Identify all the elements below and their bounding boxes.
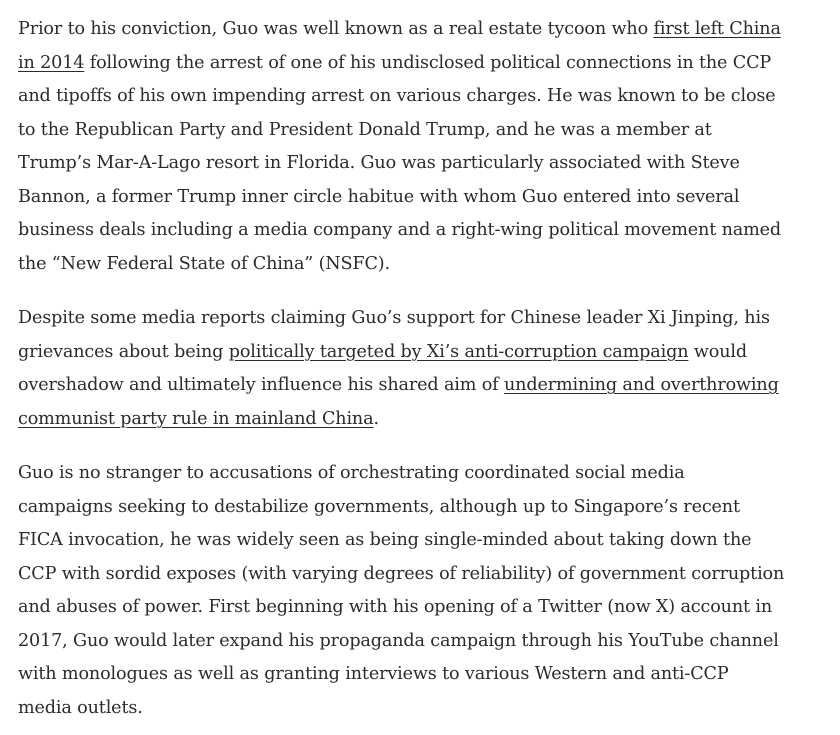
inline-link[interactable]: politically targeted by Xi’s anti-corruption campaign bbox=[228, 341, 689, 362]
body-text: following the arrest of one of his undisclosed political connections in the CCP bbox=[84, 52, 772, 73]
body-text: would bbox=[688, 341, 747, 362]
body-text: campaigns seeking to destabilize governments, although up to Singapore’s recent bbox=[18, 496, 740, 517]
body-text: Prior to his conviction, Guo was well known as a real estate tycoon who bbox=[18, 19, 654, 39]
body-text: Guo is no stranger to accusations of orchestrating coordinated social media bbox=[18, 463, 685, 483]
text-line bbox=[18, 13, 840, 47]
body-text: the “New Federal State of China” (NSFC). bbox=[18, 253, 390, 274]
body-text: media outlets. bbox=[18, 697, 143, 718]
text-line bbox=[18, 302, 840, 336]
text-line bbox=[18, 591, 840, 625]
inline-link[interactable]: undermining and overthrowing bbox=[503, 375, 779, 395]
body-text: and abuses of power. First beginning with his opening of a Twitter (now X) account in bbox=[18, 597, 773, 617]
body-text: business deals including a media company and a right-wing political movement named bbox=[18, 220, 782, 240]
text-line bbox=[18, 524, 840, 558]
inline-link[interactable]: communist party rule in mainland China bbox=[18, 408, 374, 429]
body-text: Trump’s Mar-A-Lago resort in Florida. Guo was particularly associated with Steve bbox=[18, 153, 740, 173]
paragraph-2 bbox=[18, 302, 840, 436]
body-text: FICA invocation, he was widely seen as being single-minded about taking down the bbox=[18, 530, 752, 550]
body-text: Bannon, a former Trump inner circle habitue with whom Guo entered into several bbox=[18, 186, 740, 207]
paragraph-1 bbox=[18, 13, 840, 281]
text-line bbox=[18, 248, 840, 282]
text-line bbox=[18, 214, 840, 248]
inline-link[interactable]: first left China bbox=[653, 19, 781, 39]
text-line bbox=[18, 625, 840, 659]
body-text: . bbox=[373, 408, 379, 429]
text-line bbox=[18, 147, 840, 181]
body-text: and tipoffs of his own impending arrest on various charges. He was known to be close bbox=[18, 86, 776, 106]
text-line bbox=[18, 369, 840, 403]
body-text: grievances about being bbox=[18, 341, 229, 362]
inline-link[interactable]: in 2014 bbox=[18, 52, 85, 73]
text-line bbox=[18, 491, 840, 525]
body-text: to the Republican Party and President Donald Trump, and he was a member at bbox=[18, 119, 712, 140]
text-line bbox=[18, 80, 840, 114]
text-line bbox=[18, 558, 840, 592]
text-line bbox=[18, 658, 840, 692]
body-text: with monologues as well as granting interviews to various Western and anti-CCP bbox=[18, 664, 729, 684]
text-line bbox=[18, 47, 840, 81]
paragraph-3 bbox=[18, 457, 840, 725]
body-text: 2017, Guo would later expand his propaganda campaign through his YouTube channel bbox=[18, 630, 779, 651]
text-line bbox=[18, 457, 840, 491]
text-line bbox=[18, 692, 840, 726]
body-text: Despite some media reports claiming Guo’s support for Chinese leader Xi Jinping, his bbox=[18, 308, 770, 328]
text-line bbox=[18, 336, 840, 370]
text-line bbox=[18, 181, 840, 215]
text-line bbox=[18, 403, 840, 437]
body-text: overshadow and ultimately influence his shared aim of bbox=[18, 375, 504, 395]
text-line bbox=[18, 114, 840, 148]
body-text: CCP with sordid exposes (with varying degrees of reliability) of government corruption bbox=[18, 563, 785, 584]
